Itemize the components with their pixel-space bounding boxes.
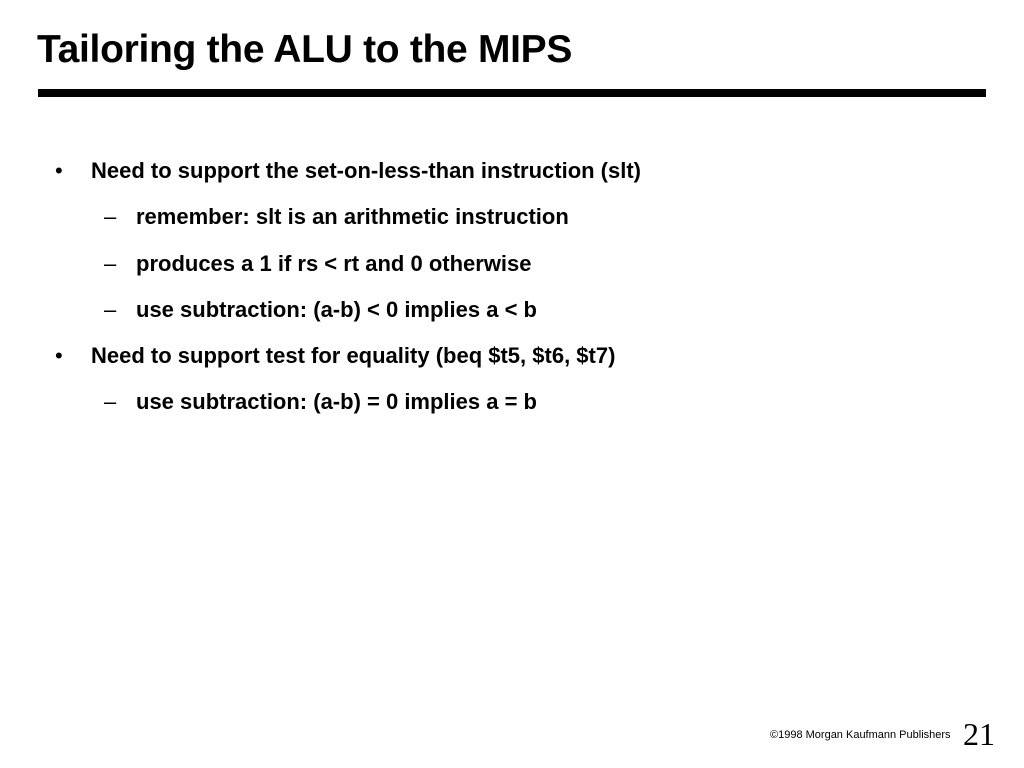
slide-title: Tailoring the ALU to the MIPS: [37, 28, 573, 71]
sub-bullet-item: [104, 251, 532, 277]
bullet-marker: •: [55, 343, 63, 368]
sub-bullet-text: use subtraction: (a-b) = 0 implies a = b: [136, 389, 537, 414]
dash-marker: –: [104, 389, 117, 414]
sub-bullet-text: produces a 1 if rs < rt and 0 otherwise: [136, 251, 532, 276]
page-number: 21: [963, 716, 995, 752]
bullet-text: Need to support test for equality (beq $t5, $t6, $t7): [91, 343, 616, 368]
sub-bullet-item: [104, 297, 537, 323]
sub-bullet-text: use subtraction: (a-b) < 0 implies a < b: [136, 297, 537, 322]
bullet-text: Need to support the set-on-less-than instruction (slt): [91, 158, 642, 183]
dash-marker: –: [104, 251, 117, 276]
title-divider: [38, 89, 986, 97]
sub-bullet-item: [104, 204, 569, 230]
bullet-item: [55, 158, 642, 184]
sub-bullet-text: remember: slt is an arithmetic instruction: [136, 204, 569, 229]
footer-copyright: ©1998 Morgan Kaufmann Publishers: [770, 729, 951, 741]
dash-marker: –: [104, 204, 117, 229]
bullet-item: [55, 343, 616, 369]
sub-bullet-item: [104, 389, 537, 415]
bullet-marker: •: [55, 158, 63, 183]
dash-marker: –: [104, 297, 117, 322]
